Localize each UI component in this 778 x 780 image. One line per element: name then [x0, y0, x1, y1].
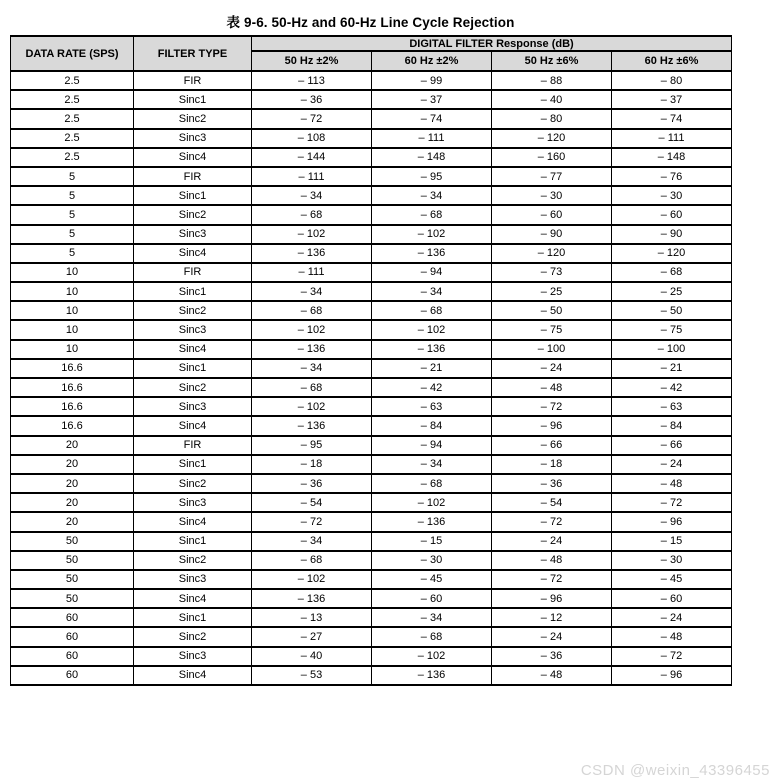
cell: – 96 — [612, 666, 732, 685]
table-body — [11, 71, 732, 685]
cell: – 136 — [252, 244, 372, 263]
cell: – 111 — [252, 167, 372, 186]
cell: – 96 — [492, 416, 612, 435]
cell: – 136 — [252, 416, 372, 435]
table-row — [11, 474, 732, 493]
cell: – 68 — [252, 205, 372, 224]
cell: 2.5 — [11, 109, 134, 128]
cell: – 34 — [372, 186, 492, 205]
cell: – 42 — [612, 378, 732, 397]
table-row — [11, 129, 732, 148]
cell: 5 — [11, 225, 134, 244]
cell: 60 — [11, 666, 134, 685]
cell: – 111 — [372, 129, 492, 148]
table-row — [11, 512, 732, 531]
cell: – 34 — [372, 608, 492, 627]
cell: – 102 — [372, 493, 492, 512]
table-row — [11, 397, 732, 416]
table-row — [11, 570, 732, 589]
cell: – 136 — [372, 244, 492, 263]
cell: 16.6 — [11, 359, 134, 378]
cell: Sinc1 — [134, 608, 252, 627]
table-row — [11, 455, 732, 474]
table-row — [11, 109, 732, 128]
cell: – 108 — [252, 129, 372, 148]
cell: 20 — [11, 493, 134, 512]
cell: 20 — [11, 455, 134, 474]
cell: Sinc1 — [134, 359, 252, 378]
cell: – 90 — [492, 225, 612, 244]
cell: 50 — [11, 551, 134, 570]
table-row — [11, 416, 732, 435]
cell: 60 — [11, 608, 134, 627]
cell: – 34 — [252, 282, 372, 301]
table-header — [11, 36, 732, 71]
cell: 5 — [11, 244, 134, 263]
cell: – 102 — [372, 320, 492, 339]
cell: 10 — [11, 301, 134, 320]
cell: – 72 — [612, 493, 732, 512]
cell: – 72 — [492, 512, 612, 531]
cell: Sinc2 — [134, 301, 252, 320]
cell: – 148 — [612, 148, 732, 167]
cell: 20 — [11, 436, 134, 455]
cell: – 24 — [492, 627, 612, 646]
cell: Sinc2 — [134, 109, 252, 128]
cell: – 30 — [372, 551, 492, 570]
cell: Sinc1 — [134, 532, 252, 551]
cell: 2.5 — [11, 129, 134, 148]
cell: 5 — [11, 186, 134, 205]
cell: – 60 — [612, 589, 732, 608]
cell: – 53 — [252, 666, 372, 685]
table-row — [11, 647, 732, 666]
cell: – 54 — [492, 493, 612, 512]
cell: – 72 — [252, 109, 372, 128]
cell: – 15 — [372, 532, 492, 551]
cell: Sinc2 — [134, 551, 252, 570]
cell: – 45 — [372, 570, 492, 589]
cell: – 18 — [492, 455, 612, 474]
cell: Sinc4 — [134, 148, 252, 167]
cell: Sinc2 — [134, 378, 252, 397]
cell: – 34 — [252, 532, 372, 551]
cell: 20 — [11, 474, 134, 493]
table-row — [11, 71, 732, 90]
cell: Sinc4 — [134, 666, 252, 685]
cell: – 42 — [372, 378, 492, 397]
cell: – 48 — [492, 551, 612, 570]
table-row — [11, 320, 732, 339]
cell: – 111 — [612, 129, 732, 148]
cell: – 80 — [492, 109, 612, 128]
header-group-row — [11, 36, 732, 51]
cell: – 96 — [492, 589, 612, 608]
cell: – 37 — [372, 90, 492, 109]
cell: Sinc1 — [134, 282, 252, 301]
cell: – 36 — [492, 647, 612, 666]
cell: – 24 — [612, 455, 732, 474]
cell: – 68 — [252, 301, 372, 320]
table-row — [11, 359, 732, 378]
cell: – 111 — [252, 263, 372, 282]
cell: – 102 — [252, 225, 372, 244]
column-header-60hz-6pct: 60 Hz ±6% — [612, 51, 732, 71]
cell: – 120 — [612, 244, 732, 263]
column-header-50hz-2pct: 50 Hz ±2% — [252, 51, 372, 71]
cell: – 34 — [252, 186, 372, 205]
cell: – 102 — [372, 647, 492, 666]
table-row — [11, 340, 732, 359]
cell: – 50 — [492, 301, 612, 320]
cell: Sinc3 — [134, 397, 252, 416]
cell: – 136 — [372, 512, 492, 531]
cell: – 21 — [612, 359, 732, 378]
cell: Sinc1 — [134, 186, 252, 205]
cell: – 68 — [372, 205, 492, 224]
cell: – 99 — [372, 71, 492, 90]
cell: – 24 — [492, 532, 612, 551]
cell: Sinc2 — [134, 205, 252, 224]
cell: – 54 — [252, 493, 372, 512]
cell: Sinc3 — [134, 129, 252, 148]
cell: – 63 — [612, 397, 732, 416]
cell: – 18 — [252, 455, 372, 474]
cell: – 66 — [612, 436, 732, 455]
cell: – 24 — [612, 608, 732, 627]
cell: Sinc4 — [134, 589, 252, 608]
cell: – 13 — [252, 608, 372, 627]
cell: – 75 — [492, 320, 612, 339]
cell: FIR — [134, 71, 252, 90]
cell: – 37 — [612, 90, 732, 109]
cell: – 102 — [252, 570, 372, 589]
cell: 10 — [11, 282, 134, 301]
cell: – 102 — [372, 225, 492, 244]
cell: – 60 — [612, 205, 732, 224]
cell: – 120 — [492, 129, 612, 148]
cell: 10 — [11, 320, 134, 339]
cell: Sinc1 — [134, 455, 252, 474]
column-header-60hz-2pct: 60 Hz ±2% — [372, 51, 492, 71]
cell: – 30 — [612, 551, 732, 570]
cell: 16.6 — [11, 378, 134, 397]
cell: 10 — [11, 263, 134, 282]
cell: – 68 — [372, 627, 492, 646]
cell: Sinc4 — [134, 340, 252, 359]
cell: Sinc3 — [134, 647, 252, 666]
cell: – 136 — [252, 589, 372, 608]
table-row — [11, 532, 732, 551]
cell: – 12 — [492, 608, 612, 627]
cell: 50 — [11, 570, 134, 589]
cell: 10 — [11, 340, 134, 359]
cell: – 88 — [492, 71, 612, 90]
cell: Sinc2 — [134, 474, 252, 493]
cell: 16.6 — [11, 397, 134, 416]
cell: – 45 — [612, 570, 732, 589]
cell: FIR — [134, 263, 252, 282]
cell: – 136 — [372, 340, 492, 359]
table-row — [11, 205, 732, 224]
cell: 5 — [11, 205, 134, 224]
cell: Sinc4 — [134, 512, 252, 531]
cell: Sinc3 — [134, 225, 252, 244]
cell: – 34 — [252, 359, 372, 378]
cell: – 36 — [252, 90, 372, 109]
cell: – 100 — [612, 340, 732, 359]
column-header-data-rate: DATA RATE (SPS) — [11, 36, 134, 71]
cell: – 77 — [492, 167, 612, 186]
cell: – 94 — [372, 263, 492, 282]
cell: – 84 — [612, 416, 732, 435]
cell: – 72 — [612, 647, 732, 666]
cell: 60 — [11, 627, 134, 646]
cell: – 60 — [372, 589, 492, 608]
cell: – 21 — [372, 359, 492, 378]
page-title: 表 9-6. 50-Hz and 60-Hz Line Cycle Rejection — [226, 15, 515, 30]
column-header-50hz-6pct: 50 Hz ±6% — [492, 51, 612, 71]
cell: – 95 — [372, 167, 492, 186]
cell: – 72 — [252, 512, 372, 531]
cell: – 34 — [372, 282, 492, 301]
cell: 2.5 — [11, 148, 134, 167]
cell: – 68 — [252, 551, 372, 570]
cell: Sinc3 — [134, 493, 252, 512]
cell: 20 — [11, 512, 134, 531]
table-row — [11, 167, 732, 186]
cell: – 144 — [252, 148, 372, 167]
cell: – 96 — [612, 512, 732, 531]
cell: – 148 — [372, 148, 492, 167]
table-row — [11, 589, 732, 608]
cell: 50 — [11, 589, 134, 608]
table-row — [11, 282, 732, 301]
cell: – 120 — [492, 244, 612, 263]
cell: – 160 — [492, 148, 612, 167]
cell: – 72 — [492, 397, 612, 416]
cell: – 113 — [252, 71, 372, 90]
cell: – 25 — [612, 282, 732, 301]
column-header-filter-type: FILTER TYPE — [134, 36, 252, 71]
cell: – 94 — [372, 436, 492, 455]
table-row — [11, 263, 732, 282]
cell: – 74 — [372, 109, 492, 128]
cell: Sinc4 — [134, 244, 252, 263]
table-row — [11, 225, 732, 244]
cell: FIR — [134, 167, 252, 186]
cell: – 36 — [252, 474, 372, 493]
cell: – 72 — [492, 570, 612, 589]
cell: – 74 — [612, 109, 732, 128]
table-row — [11, 186, 732, 205]
cell: – 24 — [492, 359, 612, 378]
cell: 60 — [11, 647, 134, 666]
cell: Sinc3 — [134, 320, 252, 339]
cell: – 84 — [372, 416, 492, 435]
cell: – 50 — [612, 301, 732, 320]
cell: Sinc4 — [134, 416, 252, 435]
table-row — [11, 666, 732, 685]
table-row — [11, 244, 732, 263]
cell: – 68 — [372, 474, 492, 493]
cell: 2.5 — [11, 71, 134, 90]
cell: – 102 — [252, 320, 372, 339]
column-header-group-response: DIGITAL FILTER Response (dB) — [252, 36, 732, 51]
cell: – 25 — [492, 282, 612, 301]
table-row — [11, 551, 732, 570]
cell: Sinc3 — [134, 570, 252, 589]
cell: – 30 — [492, 186, 612, 205]
cell: Sinc2 — [134, 627, 252, 646]
cell: – 34 — [372, 455, 492, 474]
table-row — [11, 608, 732, 627]
cell: – 63 — [372, 397, 492, 416]
cell: FIR — [134, 436, 252, 455]
cell: Sinc1 — [134, 90, 252, 109]
cell: 50 — [11, 532, 134, 551]
cell: 16.6 — [11, 416, 134, 435]
cell: – 27 — [252, 627, 372, 646]
cell: – 95 — [252, 436, 372, 455]
table-row — [11, 627, 732, 646]
cell: – 100 — [492, 340, 612, 359]
cell: – 90 — [612, 225, 732, 244]
cell: – 48 — [612, 627, 732, 646]
cell: – 48 — [612, 474, 732, 493]
cell: – 48 — [492, 666, 612, 685]
cell: – 66 — [492, 436, 612, 455]
cell: – 36 — [492, 474, 612, 493]
cell: – 68 — [252, 378, 372, 397]
cell: – 40 — [252, 647, 372, 666]
cell: – 136 — [372, 666, 492, 685]
csdn-watermark: CSDN @weixin_43396455 — [580, 762, 770, 779]
cell: – 48 — [492, 378, 612, 397]
table-row — [11, 378, 732, 397]
table-row — [11, 148, 732, 167]
table-row — [11, 90, 732, 109]
table-row — [11, 436, 732, 455]
cell: – 68 — [372, 301, 492, 320]
cell: – 136 — [252, 340, 372, 359]
line-cycle-rejection-table — [10, 35, 732, 686]
cell: – 76 — [612, 167, 732, 186]
table-row — [11, 493, 732, 512]
cell: – 15 — [612, 532, 732, 551]
cell: – 40 — [492, 90, 612, 109]
cell: 5 — [11, 167, 134, 186]
cell: – 102 — [252, 397, 372, 416]
table-row — [11, 301, 732, 320]
cell: – 80 — [612, 71, 732, 90]
cell: 2.5 — [11, 90, 134, 109]
cell: – 30 — [612, 186, 732, 205]
cell: – 73 — [492, 263, 612, 282]
cell: – 75 — [612, 320, 732, 339]
cell: – 60 — [492, 205, 612, 224]
cell: – 68 — [612, 263, 732, 282]
